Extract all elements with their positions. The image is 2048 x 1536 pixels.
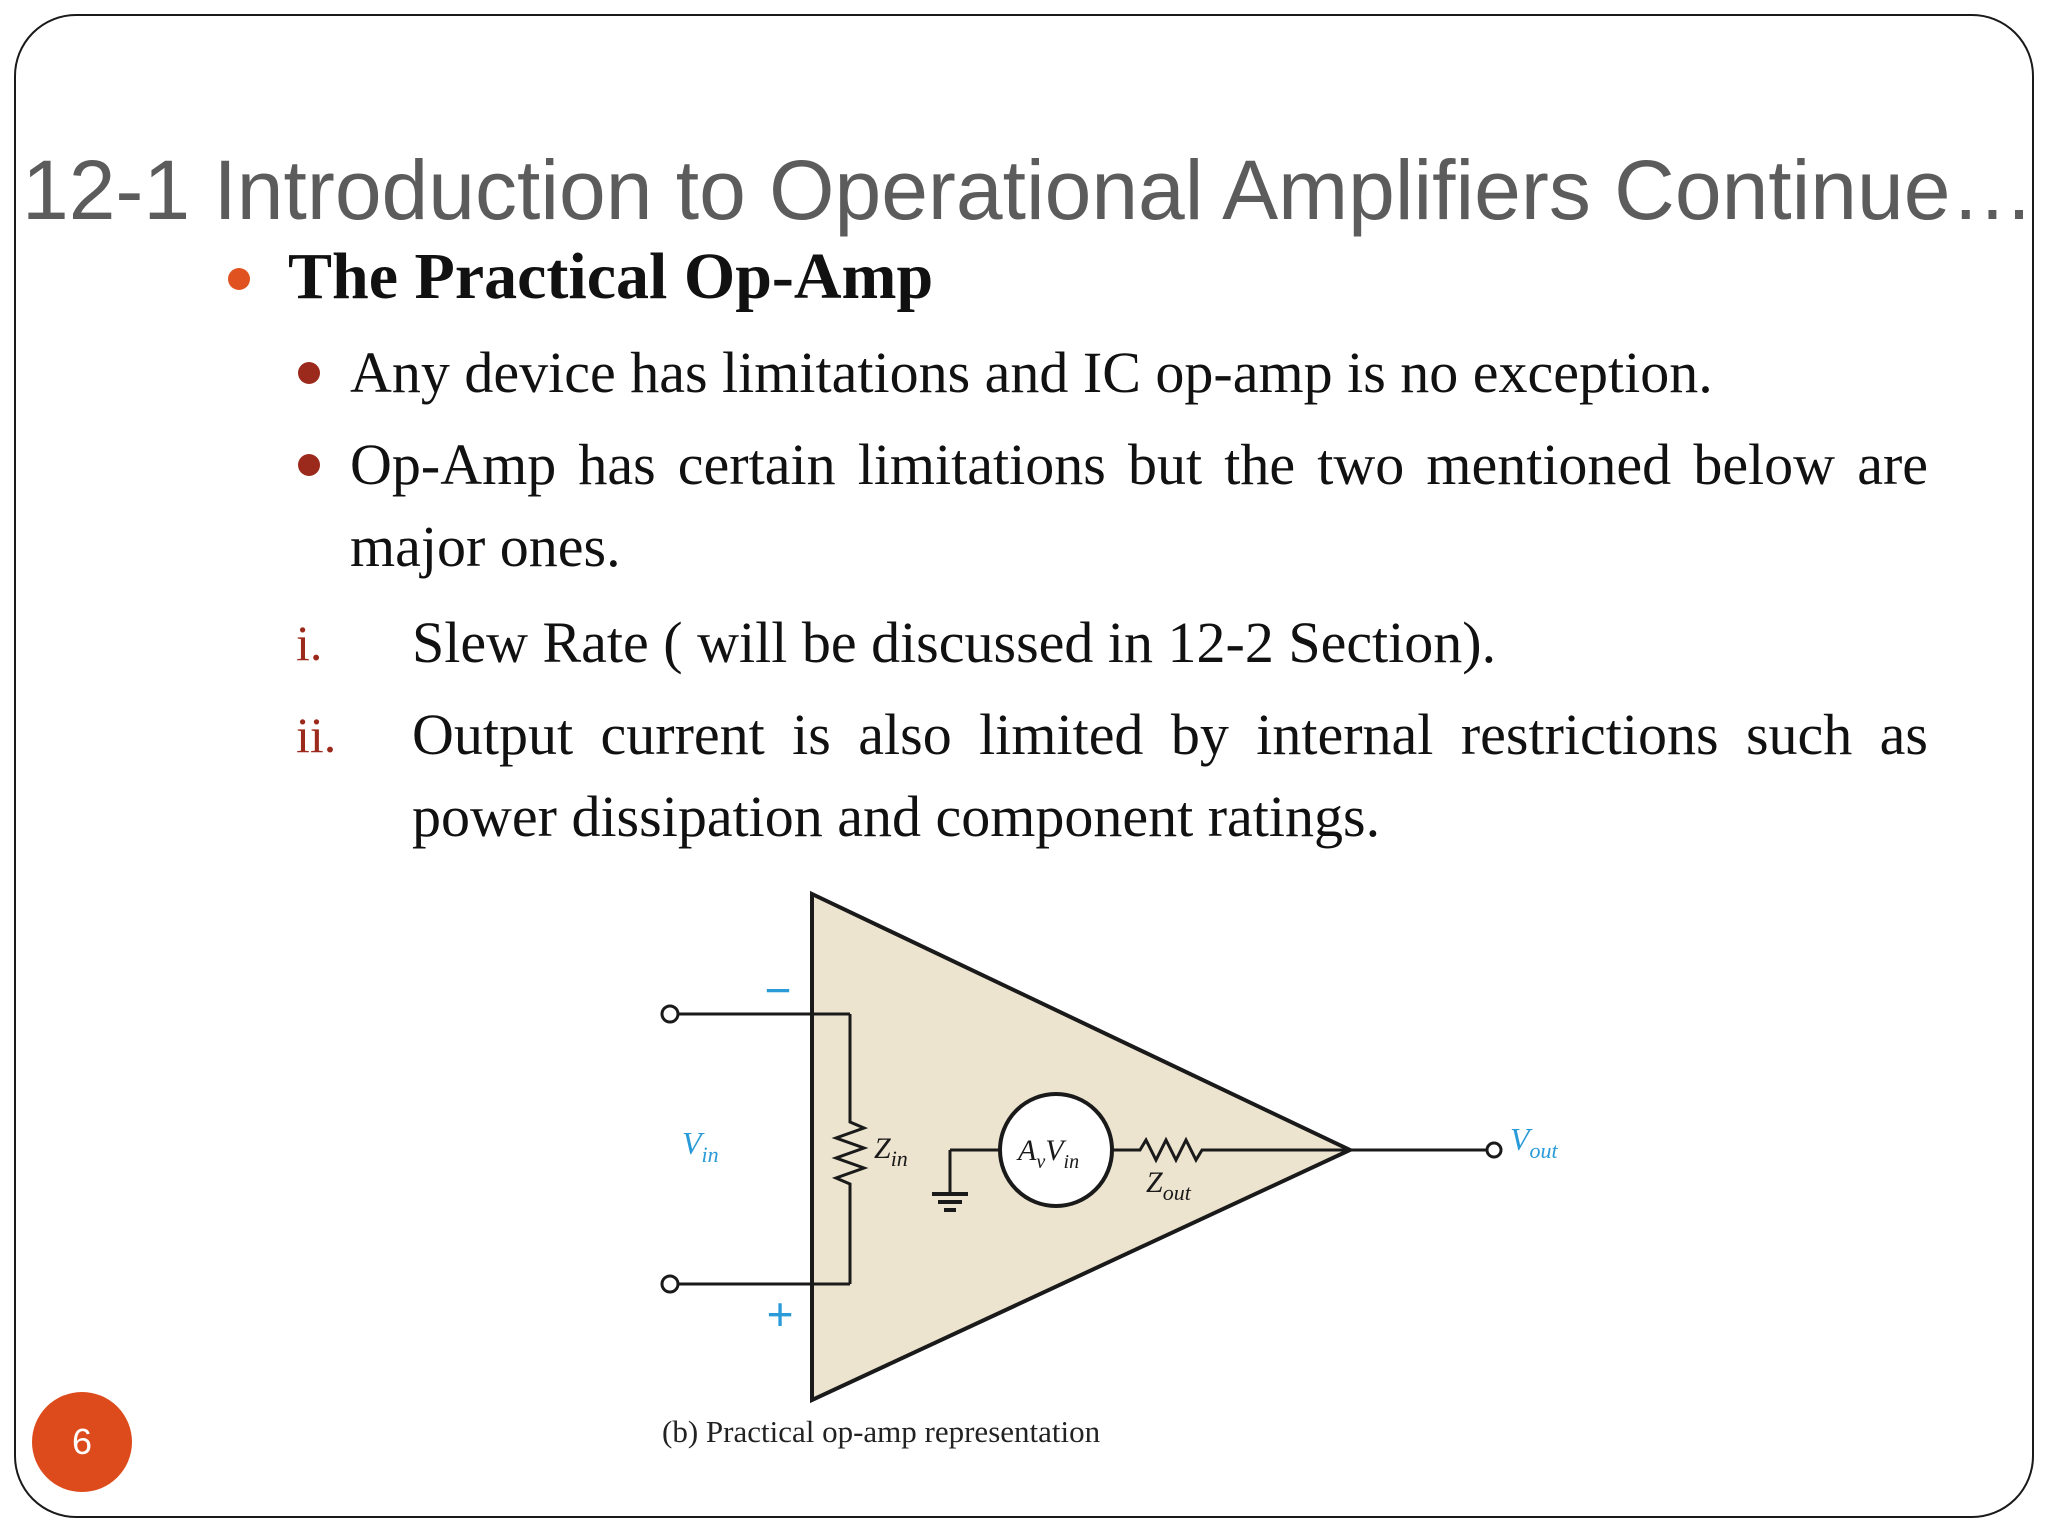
zout-label: $Z_{out}$	[1146, 1166, 1191, 1205]
slide-title: 12-1 Introduction to Operational Amplifiers Continue…	[22, 143, 2035, 237]
bullet-dot-icon	[298, 454, 320, 476]
vout-label: $V_{out}$	[1510, 1121, 1558, 1163]
output-terminal	[1487, 1143, 1501, 1157]
list-item-text: Output current is also limited by internal restrictions such as power dissipation and component ratings.	[412, 702, 1928, 849]
list-number: ii.	[296, 707, 337, 763]
list-item-text: Slew Rate ( will be discussed in 12-2 Section).	[412, 610, 1497, 675]
gain-source-label: $A_vV_{in}$	[1018, 1134, 1080, 1173]
vin-label: $V_{in}$	[682, 1125, 719, 1167]
bullet-dot-icon	[298, 362, 320, 384]
diagram-caption: (b) Practical op-amp representation	[662, 1414, 1101, 1449]
bullet-heading	[288, 232, 933, 322]
inverting-terminal	[662, 1006, 678, 1022]
minus-sign: −	[764, 964, 792, 1016]
noninverting-terminal	[662, 1276, 678, 1292]
op-amp-diagram	[630, 882, 1630, 1462]
list-number: i.	[296, 615, 323, 671]
bullet-text: Any device has limitations and IC op-amp is no exception.	[350, 340, 1713, 405]
bullet-item	[350, 424, 1928, 588]
heading-text: The Practical Op-Amp	[288, 240, 934, 313]
page-number-badge: 6	[32, 1392, 132, 1492]
bullet-text: Op-Amp has certain limitations but the two mentioned below are major ones.	[350, 432, 1928, 579]
bullet-item	[350, 332, 1928, 414]
plus-sign: +	[766, 1288, 794, 1340]
zin-label: $Z_{in}$	[874, 1132, 908, 1171]
bullet-dot-icon	[228, 268, 250, 290]
